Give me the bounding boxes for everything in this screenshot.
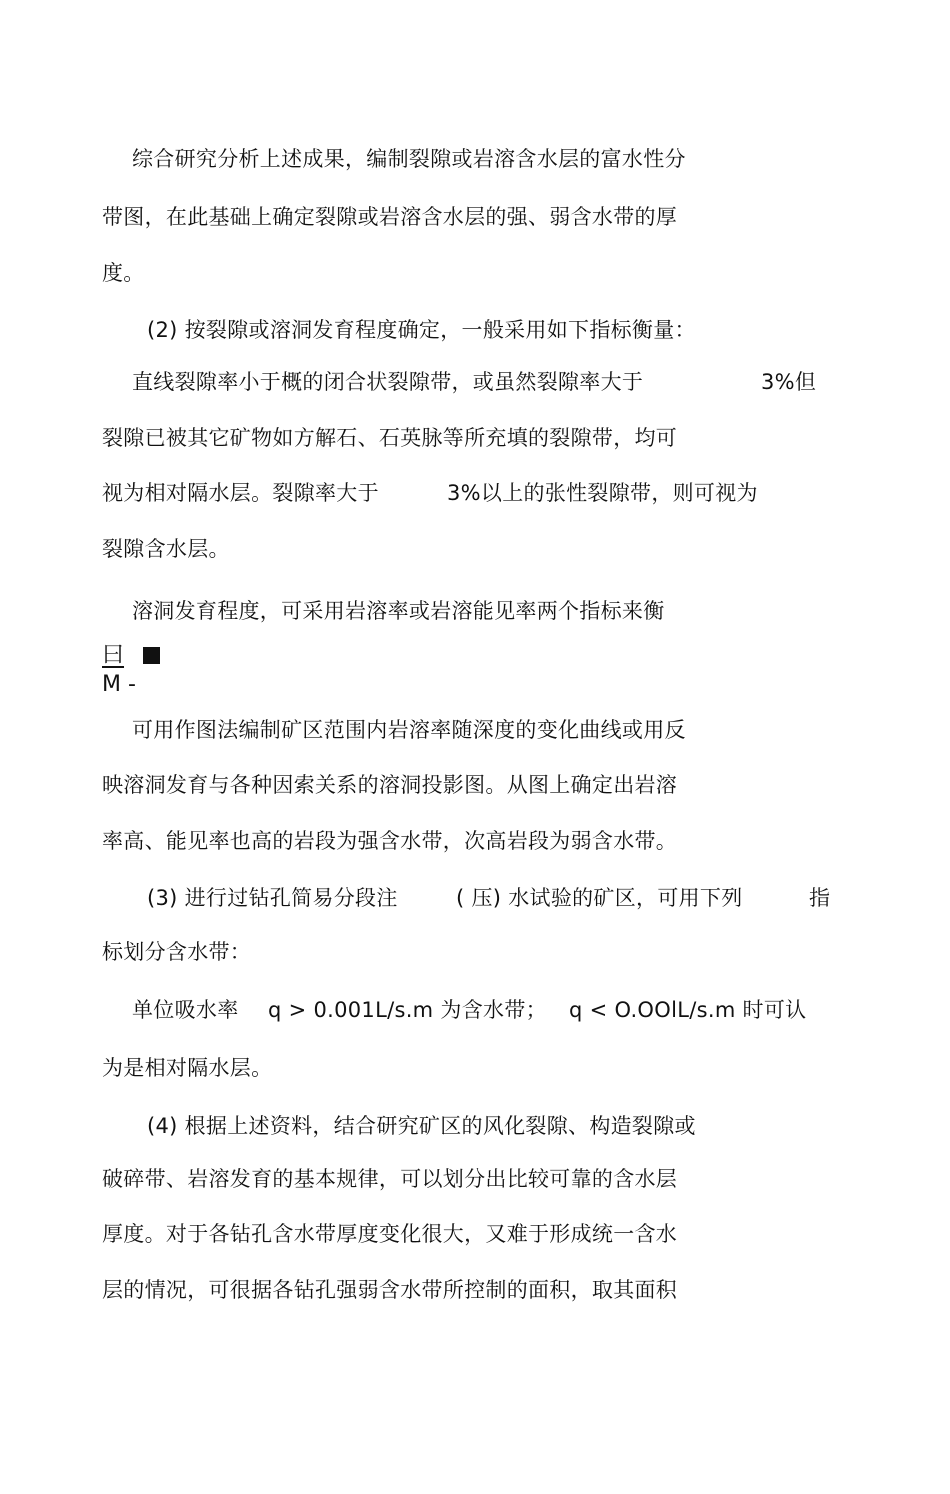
paragraph-line-7-text: 视为相对隔水层。裂隙率大于 — [102, 481, 379, 505]
paragraph-line-17-text: 单位吸水率 — [132, 998, 239, 1022]
paragraph-line-15-middle: ( 压) 水试验的矿区，可用下列 — [456, 886, 743, 910]
paragraph-line-5-value: 3%但 — [761, 370, 817, 394]
paragraph-line-14: 率高、能见率也高的岩段为强含水带，次高岩段为弱含水带。 — [102, 829, 678, 853]
paragraph-line-15-end: 指 — [809, 886, 831, 910]
paragraph-line-20: 破碎带、岩溶发育的基本规律，可以划分出比较可靠的含水层 — [102, 1167, 678, 1191]
paragraph-line-16: 标划分含水带： — [102, 940, 252, 964]
paragraph-line-17-formula-2: q < O.OOlL/s.m 时可认 — [569, 998, 807, 1022]
artifact-glyph: 曰 — [102, 643, 125, 668]
artifact-text: M - — [102, 672, 136, 697]
paragraph-line-15 — [147, 884, 831, 912]
paragraph-line-17 — [132, 996, 807, 1024]
artifact-square-icon — [143, 647, 160, 664]
paragraph-line-7 — [102, 479, 758, 507]
paragraph-line-17-formula-1: q > 0.001L/s.m 为含水带； — [268, 998, 547, 1022]
paragraph-line-7-value: 3%以上的张性裂隙带，则可视为 — [447, 481, 758, 505]
paragraph-line-22: 层的情况，可很据各钻孔强弱含水带所控制的面积，取其面积 — [102, 1278, 678, 1302]
paragraph-line-3: 度。 — [102, 261, 145, 285]
paragraph-line-5-text: 直线裂隙率小于概的闭合状裂隙带，或虽然裂隙率大于 — [132, 370, 644, 394]
paragraph-line-2: 带图，在此基础上确定裂隙或岩溶含水层的强、弱含水带的厚 — [102, 205, 678, 229]
paragraph-line-19: (4) 根据上述资料，结合研究矿区的风化裂隙、构造裂隙或 — [147, 1114, 696, 1138]
paragraph-line-8: 裂隙含水层。 — [102, 537, 230, 561]
paragraph-line-4: (2) 按裂隙或溶洞发育程度确定，一般采用如下指标衡量： — [147, 318, 696, 342]
paragraph-line-5 — [132, 368, 817, 396]
paragraph-line-9: 溶洞发育程度，可采用岩溶率或岩溶能见率两个指标来衡 — [132, 599, 665, 623]
paragraph-line-21: 厚度。对于各钻孔含水带厚度变化很大，又难于形成统一含水 — [102, 1222, 678, 1246]
paragraph-line-1: 综合研究分析上述成果，编制裂隙或岩溶含水层的富水性分 — [132, 147, 686, 171]
paragraph-line-13: 映溶洞发育与各种因索关系的溶洞投影图。从图上确定出岩溶 — [102, 773, 678, 797]
paragraph-line-12: 可用作图法编制矿区范围内岩溶率随深度的变化曲线或用反 — [132, 718, 686, 742]
paragraph-line-18: 为是相对隔水层。 — [102, 1056, 273, 1080]
paragraph-line-15-text: (3) 进行过钻孔简易分段注 — [147, 886, 398, 910]
paragraph-line-6: 裂隙已被其它矿物如方解石、石英脉等所充填的裂隙带，均可 — [102, 426, 678, 450]
